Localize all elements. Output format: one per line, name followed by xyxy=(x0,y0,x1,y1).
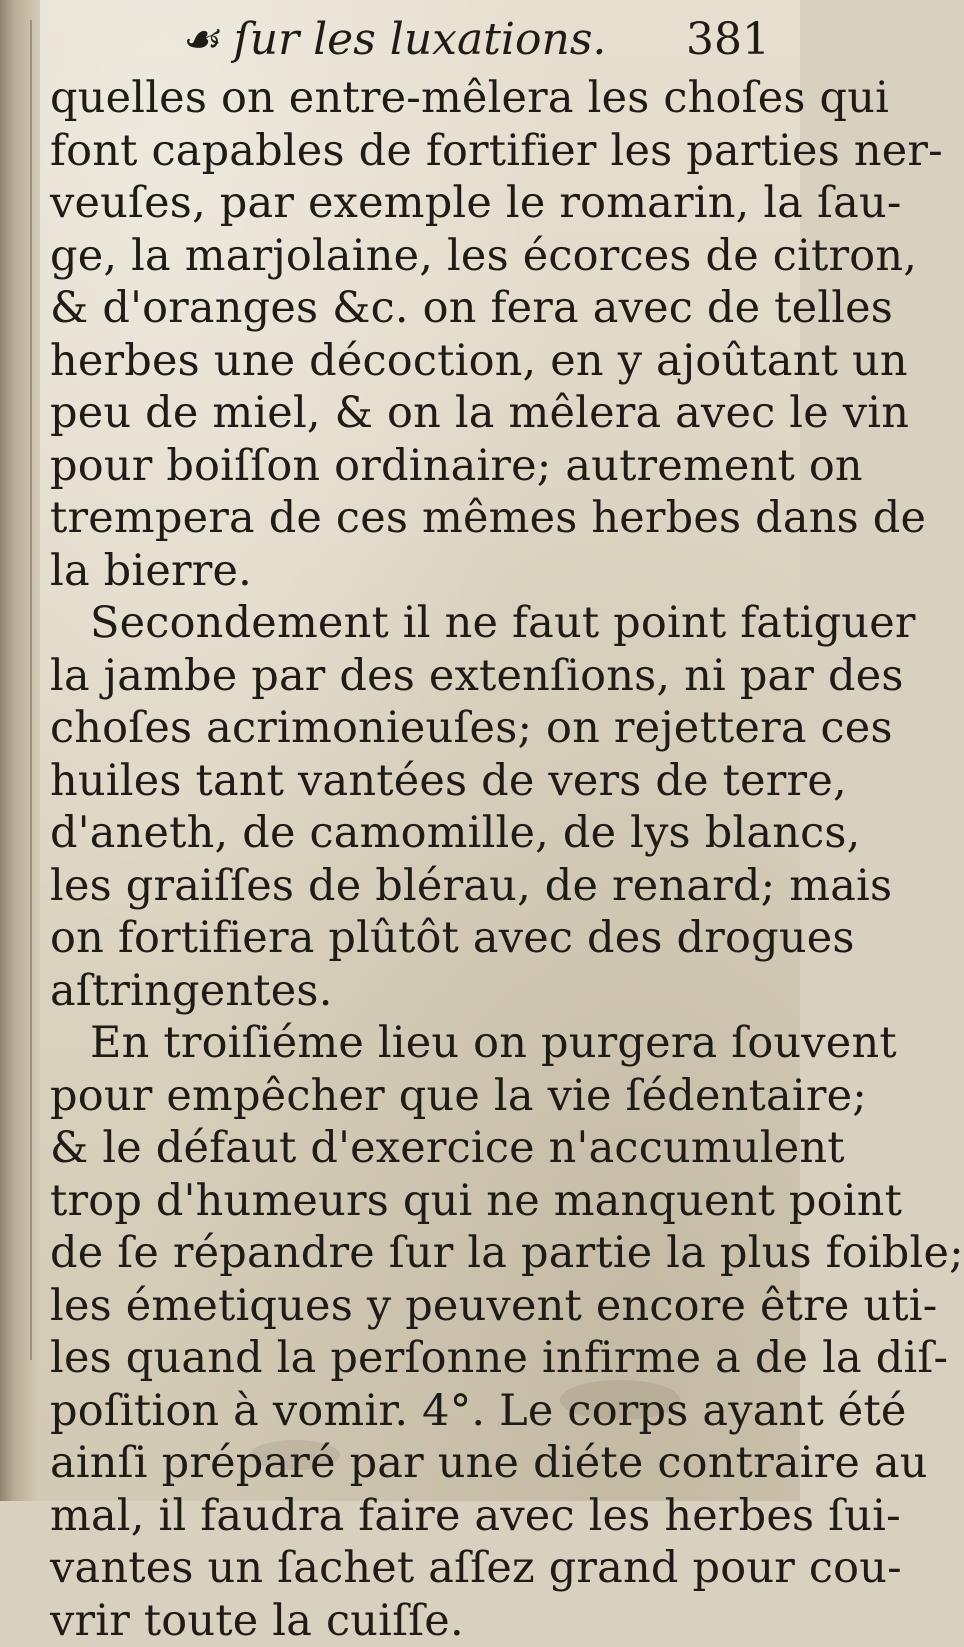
text-line: ge, la marjolaine, les écorces de citron, xyxy=(50,230,785,283)
text-line: les quand la perſonne infirme a de la diſ- xyxy=(50,1332,785,1385)
running-title: ſur les luxations. xyxy=(233,14,606,65)
text-line: & d'oranges &c. on fera avec de telles xyxy=(50,282,785,335)
paragraph-start: Secondement il ne faut point fatiguer xyxy=(50,597,785,650)
text-line: la jambe par des extenſions, ni par des xyxy=(50,650,785,703)
text-line: la bierre. xyxy=(50,545,785,598)
text-line: mal, il faudra faire avec les herbes ſui- xyxy=(50,1490,785,1543)
body-text xyxy=(50,72,785,1647)
text-line: aſtringentes. xyxy=(50,965,785,1018)
text-line: on fortifiera plûtôt avec des drogues xyxy=(50,912,785,965)
text-line: poſition à vomir. 4°. Le corps ayant été xyxy=(50,1385,785,1438)
text-line: huiles tant vantées de vers de terre, xyxy=(50,755,785,808)
text-line: vrir toute la cuiſſe. xyxy=(50,1595,785,1647)
text-line: de ſe répandre ſur la partie la plus foible; xyxy=(50,1227,785,1280)
text-line: vantes un ſachet aſſez grand pour cou- xyxy=(50,1542,785,1595)
text-line: d'aneth, de camomille, de lys blancs, xyxy=(50,807,785,860)
text-line: font capables de fortifier les parties ner- xyxy=(50,125,785,178)
text-line: trop d'humeurs qui ne manquent point xyxy=(50,1175,785,1228)
text-line: & le défaut d'exercice n'accumulent xyxy=(50,1122,785,1175)
gutter-fold-line xyxy=(30,20,32,1360)
page-gutter xyxy=(0,0,40,1501)
paragraph-start: En troiſiéme lieu on purgera ſouvent xyxy=(50,1017,785,1070)
page-number: 381 xyxy=(686,14,770,65)
text-line: les émetiques y peuvent encore être uti- xyxy=(50,1280,785,1333)
text-line: trempera de ces mêmes herbes dans de xyxy=(50,492,785,545)
text-line: choſes acrimonieuſes; on rejettera ces xyxy=(50,702,785,755)
text-line: pour empêcher que la vie ſédentaire; xyxy=(50,1070,785,1123)
text-line: pour boiſſon ordinaire; autrement on xyxy=(50,440,785,493)
text-line: quelles on entre-mêlera les choſes qui xyxy=(50,72,785,125)
text-line: les graiſſes de blérau, de renard; mais xyxy=(50,860,785,913)
text-line: veuſes, par exemple le romarin, la ſau- xyxy=(50,177,785,230)
running-header xyxy=(180,14,780,74)
printer-ornament: ☙ xyxy=(180,14,219,65)
text-line: peu de miel, & on la mêlera avec le vin xyxy=(50,387,785,440)
text-line: ainſi préparé par une diéte contraire au xyxy=(50,1437,785,1490)
text-line: herbes une décoction, en y ajoûtant un xyxy=(50,335,785,388)
